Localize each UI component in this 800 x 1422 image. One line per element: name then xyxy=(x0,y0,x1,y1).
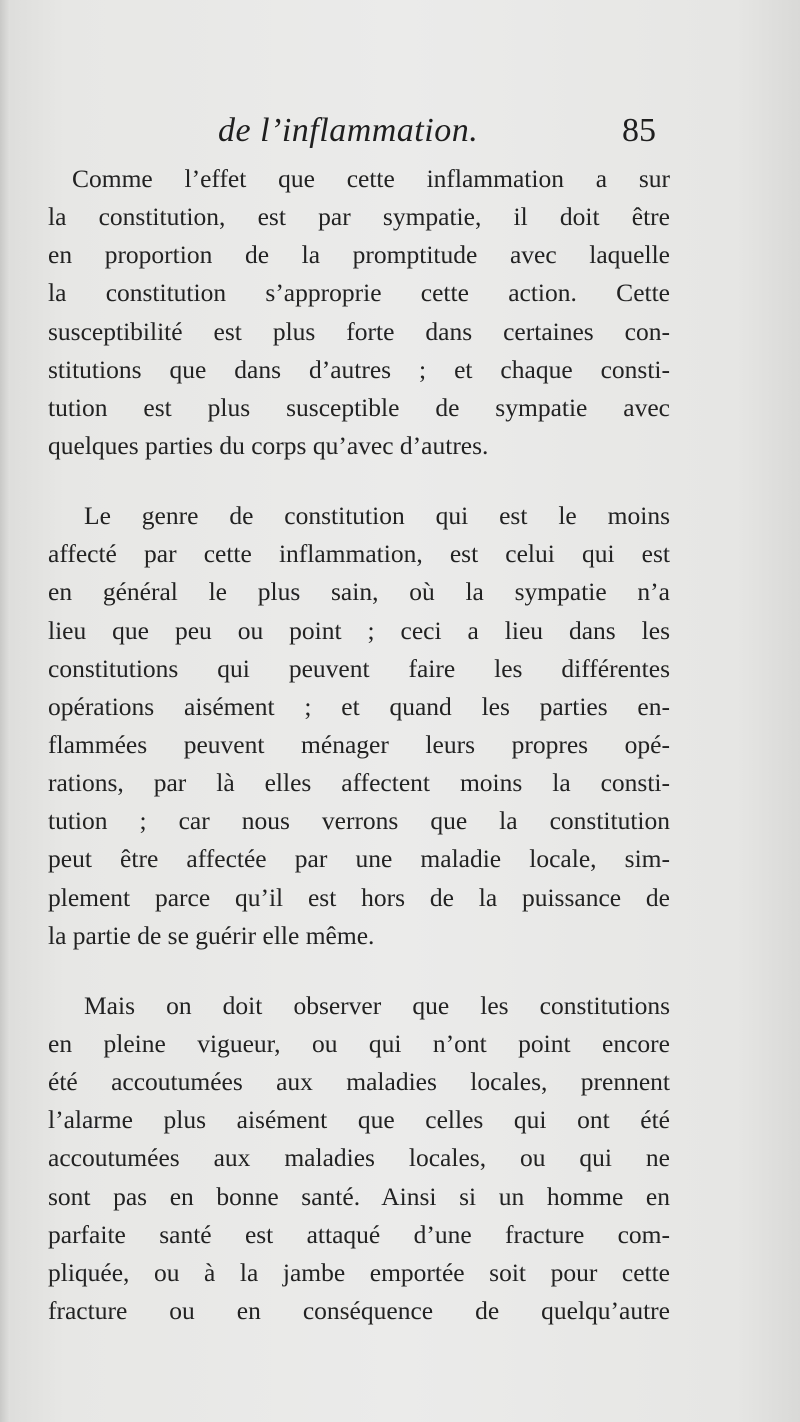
text-line: rations, par là elles affectent moins la consti- xyxy=(48,768,670,798)
text-line: en général le plus sain, où la sympatie n’a xyxy=(48,577,670,607)
text-line: Le genre de constitution qui est le moins xyxy=(84,501,670,531)
text-line: Mais on doit observer que les constitutions xyxy=(84,990,670,1020)
text-line: parfaite santé est attaqué d’une fracture com- xyxy=(48,1219,670,1249)
text-line: l’alarme plus aisément que celles qui ont été xyxy=(48,1105,670,1135)
text-line: sont pas en bonne santé. Ainsi si un homme en xyxy=(48,1181,670,1211)
text-line: fracture ou en conséquence de quelqu’autre xyxy=(48,1295,670,1325)
paragraph-1 xyxy=(48,160,670,465)
text-line: accoutumées aux maladies locales, ou qui ne xyxy=(48,1143,670,1173)
paragraph-3 xyxy=(48,987,670,1330)
text-line: flammées peuvent ménager leurs propres opé- xyxy=(48,729,670,759)
text-line: pliquée, ou à la jambe emportée soit pour cette xyxy=(48,1257,670,1287)
text-line: en proportion de la promptitude avec laquelle xyxy=(48,240,670,270)
text-line: la constitution s’approprie cette action. Cette xyxy=(48,278,670,308)
body-text xyxy=(48,160,670,1330)
paragraph-2 xyxy=(48,497,670,955)
text-line: lieu que peu ou point ; ceci a lieu dans les xyxy=(48,615,670,645)
text-line: la partie de se guérir elle même. xyxy=(48,920,375,950)
running-title: de l’inflammation. xyxy=(218,112,479,149)
text-line: en pleine vigueur, ou qui n’ont point encore xyxy=(48,1028,670,1058)
text-line: susceptibilité est plus forte dans certaines con- xyxy=(48,316,670,346)
page-number: 85 xyxy=(622,112,656,149)
text-line: opérations aisément ; et quand les parties en- xyxy=(48,691,670,721)
text-line: stitutions que dans d’autres ; et chaque consti- xyxy=(48,354,670,384)
text-line: tution est plus susceptible de sympatie avec xyxy=(48,392,670,422)
text-line: plement parce qu’il est hors de la puissance de xyxy=(48,882,670,912)
text-line: peut être affectée par une maladie locale, sim- xyxy=(48,844,670,874)
text-line: la constitution, est par sympatie, il doit être xyxy=(48,202,670,232)
text-line: quelques parties du corps qu’avec d’autres. xyxy=(48,430,489,460)
text-line: affecté par cette inflammation, est celui qui est xyxy=(48,539,670,569)
text-line: Comme l’effet que cette inflammation a sur xyxy=(72,164,670,193)
text-line: été accoutumées aux maladies locales, prennent xyxy=(48,1067,670,1097)
running-head xyxy=(0,112,800,156)
text-line: constitutions qui peuvent faire les différentes xyxy=(48,653,670,683)
text-line: tution ; car nous verrons que la constitution xyxy=(48,806,670,836)
page-edge xyxy=(0,0,10,1422)
